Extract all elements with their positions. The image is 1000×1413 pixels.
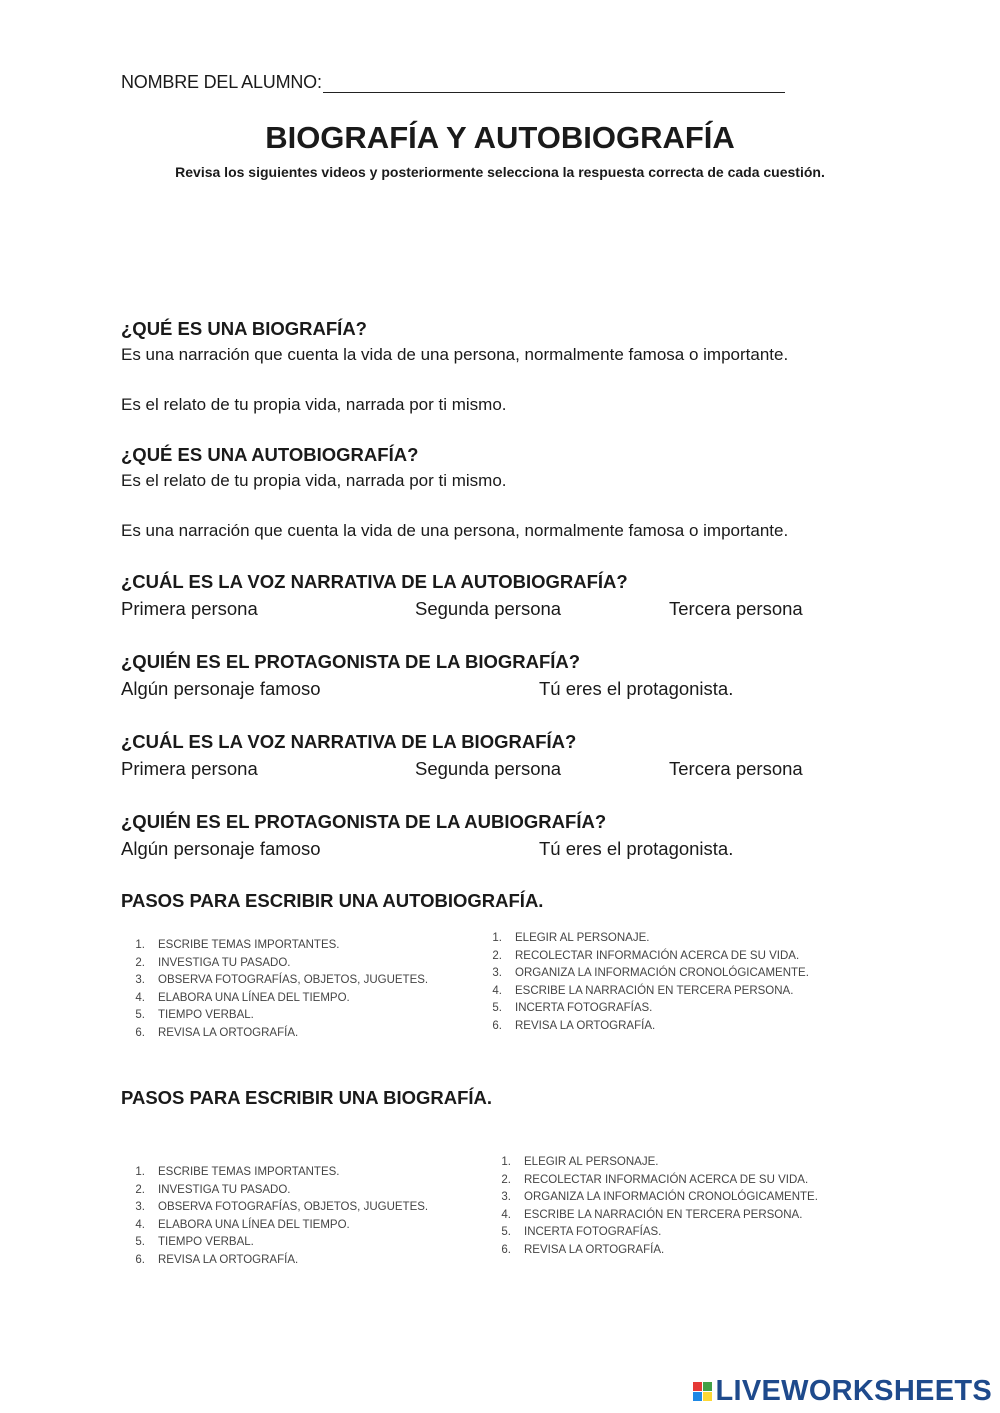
steps-list-right: [467, 930, 809, 1036]
list-item: 1. ESCRIBE TEMAS IMPORTANTES.: [135, 1166, 340, 1178]
answer-option[interactable]: Segunda persona: [415, 758, 562, 779]
liveworksheets-logo: [693, 1375, 993, 1408]
answer-option[interactable]: Algún personaje famoso: [121, 838, 321, 859]
list-item: 4. ELABORA UNA LÍNEA DEL TIEMPO.: [135, 991, 350, 1004]
list-item: 1. ELEGIR AL PERSONAJE.: [501, 1156, 659, 1168]
answer-option[interactable]: Es el relato de tu propia vida, narrada por ti mismo.: [121, 395, 507, 414]
list-item: 2. RECOLECTAR INFORMACIÓN ACERCA DE SU VIDA.: [501, 1173, 809, 1186]
section-heading-autobiografia: PASOS PARA ESCRIBIR UNA AUTOBIOGRAFÍA.: [121, 890, 544, 911]
answer-option[interactable]: Tú eres el protagonista.: [539, 678, 734, 699]
answer-option[interactable]: Es una narración que cuenta la vida de una persona, normalmente famosa o importante.: [121, 345, 789, 364]
logo-square-icon: [693, 1382, 702, 1391]
steps-list-right: [476, 1154, 818, 1260]
logo-square-icon: [703, 1392, 712, 1401]
student-name-line[interactable]: [323, 72, 785, 93]
list-item: 1. ELEGIR AL PERSONAJE.: [492, 932, 650, 944]
question-6: ¿QUIÉN ES EL PROTAGONISTA DE LA AUBIOGRAFÍA?: [121, 811, 607, 832]
answer-option[interactable]: Es el relato de tu propia vida, narrada por ti mismo.: [121, 471, 507, 490]
list-item: 6. REVISA LA ORTOGRAFÍA.: [501, 1243, 665, 1256]
list-item: 2. INVESTIGA TU PASADO.: [135, 1183, 291, 1196]
student-name-field[interactable]: [121, 72, 785, 93]
list-item: 5. TIEMPO VERBAL.: [135, 1009, 254, 1022]
list-item: 4. ESCRIBE LA NARRACIÓN EN TERCERA PERSONA.: [501, 1208, 803, 1221]
logo-icon: [693, 1382, 712, 1401]
answer-option[interactable]: Algún personaje famoso: [121, 678, 321, 699]
question-3: ¿CUÁL ES LA VOZ NARRATIVA DE LA AUTOBIOGRAFÍA?: [121, 571, 628, 592]
list-item: 3. OBSERVA FOTOGRAFÍAS, OBJETOS, JUGUETES.: [135, 974, 429, 987]
page-title: BIOGRAFÍA Y AUTOBIOGRAFÍA: [265, 120, 735, 155]
section-heading-biografia: PASOS PARA ESCRIBIR UNA BIOGRAFÍA.: [121, 1087, 493, 1108]
list-item: 6. REVISA LA ORTOGRAFÍA.: [135, 1253, 299, 1266]
question-4: ¿QUIÉN ES EL PROTAGONISTA DE LA BIOGRAFÍA?: [121, 651, 581, 672]
list-item: 3. ORGANIZA LA INFORMACIÓN CRONOLÓGICAMENTE.: [501, 1191, 818, 1204]
answer-option[interactable]: Segunda persona: [415, 598, 562, 619]
list-item: 2. INVESTIGA TU PASADO.: [135, 956, 291, 969]
list-item: 2. RECOLECTAR INFORMACIÓN ACERCA DE SU VIDA.: [492, 949, 800, 962]
logo-square-icon: [703, 1382, 712, 1391]
instructions: Revisa los siguientes videos y posteriormente selecciona la respuesta correcta de cada cuestión.: [175, 164, 825, 180]
list-item: 4. ELABORA UNA LÍNEA DEL TIEMPO.: [135, 1218, 350, 1231]
answer-option[interactable]: Tú eres el protagonista.: [539, 838, 734, 859]
list-item: 1. ESCRIBE TEMAS IMPORTANTES.: [135, 939, 340, 951]
answer-option[interactable]: Primera persona: [121, 758, 258, 779]
logo-square-icon: [693, 1392, 702, 1401]
list-item: 3. ORGANIZA LA INFORMACIÓN CRONOLÓGICAMENTE.: [492, 967, 809, 980]
answer-option[interactable]: Tercera persona: [669, 758, 803, 779]
answer-option[interactable]: Primera persona: [121, 598, 258, 619]
question-5: ¿CUÁL ES LA VOZ NARRATIVA DE LA BIOGRAFÍA?: [121, 731, 577, 752]
question-1: ¿QUÉ ES UNA BIOGRAFÍA?: [121, 318, 367, 339]
student-name-label: NOMBRE DEL ALUMNO:: [121, 72, 322, 92]
list-item: 4. ESCRIBE LA NARRACIÓN EN TERCERA PERSONA.: [492, 984, 794, 997]
list-item: 5. INCERTA FOTOGRAFÍAS.: [492, 1002, 653, 1015]
answer-option[interactable]: Es una narración que cuenta la vida de una persona, normalmente famosa o importante.: [121, 521, 789, 540]
answer-option[interactable]: Tercera persona: [669, 598, 803, 619]
logo-text: LIVEWORKSHEETS: [715, 1375, 992, 1407]
steps-list-left: [110, 1164, 428, 1270]
list-item: 6. REVISA LA ORTOGRAFÍA.: [135, 1026, 299, 1039]
list-item: 5. TIEMPO VERBAL.: [135, 1236, 254, 1249]
list-item: 5. INCERTA FOTOGRAFÍAS.: [501, 1226, 662, 1239]
list-item: 3. OBSERVA FOTOGRAFÍAS, OBJETOS, JUGUETES.: [135, 1201, 429, 1214]
list-item: 6. REVISA LA ORTOGRAFÍA.: [492, 1019, 656, 1032]
question-2: ¿QUÉ ES UNA AUTOBIOGRAFÍA?: [121, 444, 419, 465]
steps-list-left: [110, 937, 428, 1043]
